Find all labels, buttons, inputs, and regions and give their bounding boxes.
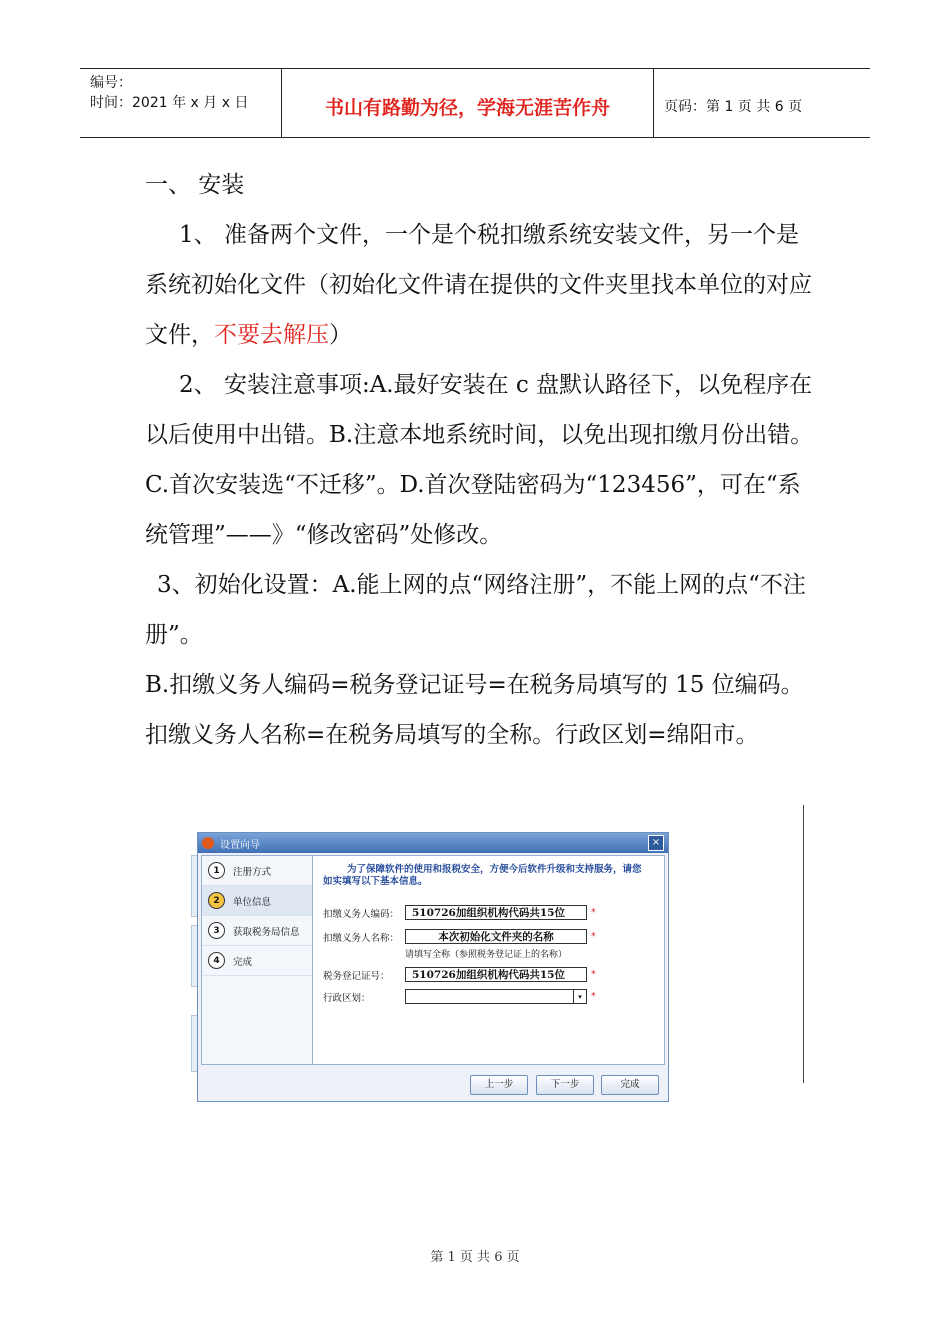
paragraph-4: B.扣缴义务人编码=税务登记证号=在税务局填写的 15 位编码。 [145, 672, 804, 698]
step-number-icon: 1 [208, 862, 225, 879]
header-page-info: 页码：第 1 页 共 6 页 [664, 99, 803, 115]
step-label: 完成 [233, 956, 253, 968]
page-footer: 第 1 页 共 6 页 [430, 1250, 520, 1265]
app-logo-icon [202, 837, 214, 849]
wizard-step-tax-bureau[interactable] [202, 916, 312, 946]
paragraph-1 [145, 210, 815, 360]
close-icon[interactable]: × [648, 835, 664, 851]
header-meta [80, 69, 282, 137]
tax-label: 税务登记证号： [323, 970, 390, 982]
finish-button[interactable]: 完成 [601, 1075, 659, 1095]
header-time: 时间：2021 年 x 月 x 日 [90, 95, 249, 111]
paragraph-1-text: 1、 准备两个文件，一个是个税扣缴系统安装文件，另一个是系统初始化文件（初始化文件请在提供的文件夹里找本单位的对应文件， [145, 222, 812, 348]
wizard-step-unit-info[interactable] [202, 886, 312, 916]
step-label: 获取税务局信息 [233, 926, 300, 938]
header-number: 编号： [90, 75, 132, 91]
code-row [323, 905, 596, 920]
name-input[interactable]: 本次初始化文件夹的名称 [405, 929, 587, 944]
name-row [323, 929, 596, 944]
name-hint: 请填写全称（参照税务登记证上的名称） [405, 950, 568, 960]
unit-info-form [313, 856, 664, 1064]
setup-wizard-dialog [197, 832, 669, 1102]
region-label: 行政区划： [323, 992, 371, 1004]
step-number-icon: 2 [208, 892, 225, 909]
tax-input[interactable]: 510726加组织机构代码共15位 [405, 967, 587, 982]
section-title: 一、 安装 [145, 172, 245, 198]
paragraph-1-warning: 不要去解压 [214, 322, 329, 348]
header-motto: 书山有路勤为径，学海无涯苦作舟 [282, 69, 654, 137]
step-number-icon: 3 [208, 922, 225, 939]
prev-button[interactable]: 上一步 [470, 1075, 528, 1095]
step-label: 单位信息 [233, 896, 272, 908]
page-header [80, 68, 870, 138]
tax-row [323, 967, 596, 982]
step-label: 注册方式 [233, 866, 272, 878]
code-label: 扣缴义务人编码： [323, 908, 400, 920]
form-intro: 为了保障软件的使用和报税安全，方便今后软件升级和支持服务，请您如实填写以下基本信息。 [323, 864, 642, 887]
required-star: * [591, 991, 596, 1002]
document-body [145, 160, 815, 760]
paragraph-2: 2、 安装注意事项:A.最好安装在 c 盘默认路径下，以免程序在以后使用中出错。B.注意本地系统时间，以免出现扣缴月份出错。C.首次安装选“不迁移”。D.首次登陆密码为“123456”，可在“系统管理”——》“修改密码”处修改。 [145, 372, 814, 548]
paragraph-5: 扣缴义务人名称=在税务局填写的全称。行政区划=绵阳市。 [145, 722, 759, 748]
chevron-down-icon[interactable]: ▾ [573, 990, 586, 1003]
paragraph-1-end: ） [329, 322, 352, 348]
wizard-step-register[interactable] [202, 856, 312, 886]
required-star: * [591, 931, 596, 942]
region-row [323, 989, 596, 1004]
region-select[interactable] [405, 989, 587, 1004]
dialog-content [201, 855, 665, 1065]
wizard-step-finish[interactable] [202, 946, 312, 976]
paragraph-3: 3、初始化设置：A.能上网的点“网络注册”，不能上网的点“不注册”。 [145, 572, 806, 648]
name-label: 扣缴义务人名称： [323, 932, 400, 944]
wizard-steps [202, 856, 313, 1064]
dialog-button-bar [198, 1075, 668, 1095]
dialog-title: 设置向导 [220, 839, 260, 851]
code-input[interactable]: 510726加组织机构代码共15位 [405, 905, 587, 920]
step-number-icon: 4 [208, 952, 225, 969]
required-star: * [591, 969, 596, 980]
dialog-titlebar [198, 833, 668, 853]
next-button[interactable]: 下一步 [536, 1075, 594, 1095]
required-star: * [591, 907, 596, 918]
side-divider [803, 805, 804, 1083]
